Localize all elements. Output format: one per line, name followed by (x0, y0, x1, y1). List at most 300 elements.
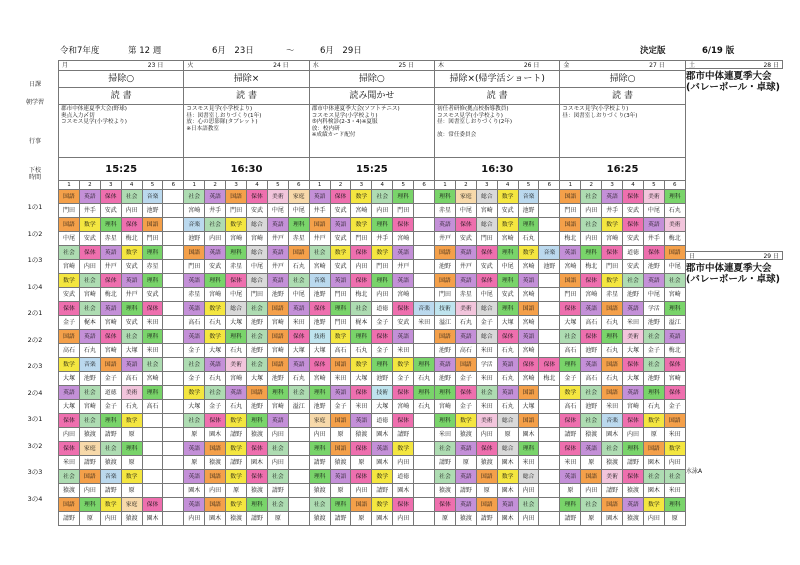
teacher-cell: 宮崎 (581, 288, 602, 302)
subject-cell: 学活 (476, 358, 497, 372)
teacher-cell: 赤星 (184, 288, 205, 302)
subject-cell: 理科 (372, 274, 393, 288)
teacher-cell: 原 (121, 428, 142, 442)
teacher-cell: 大塚 (121, 344, 142, 358)
teacher-cell: 池野 (267, 288, 288, 302)
subject-cell: 理科 (560, 358, 581, 372)
subject-cell: 理科 (414, 358, 435, 372)
subject-cell: 国語 (247, 386, 268, 400)
period-number: 2 (581, 181, 602, 190)
subject-cell: 保体 (226, 274, 247, 288)
dismissal-time: 16:30 (184, 158, 309, 181)
teacher-cell: 猿渡 (455, 512, 476, 526)
teacher-cell (414, 456, 435, 470)
teacher-cell: 園木 (184, 484, 205, 498)
teacher-cell: 請野 (455, 484, 476, 498)
teacher-cell: 原 (121, 456, 142, 470)
teacher-cell: 内田 (267, 428, 288, 442)
teacher-cell: 園木 (602, 512, 623, 526)
subject-cell: 国語 (581, 470, 602, 484)
subject-cell: 保体 (393, 386, 414, 400)
teacher-cell: 宮崎 (247, 232, 268, 246)
teacher-cell: 請野 (247, 512, 268, 526)
day-label: 木 (438, 61, 445, 69)
subject-cell: 英語 (267, 414, 288, 428)
teacher-cell (414, 428, 435, 442)
subject-cell (163, 246, 184, 260)
teacher-cell: 米田 (560, 456, 581, 470)
teacher-cell: 園木 (497, 484, 518, 498)
event-line: 放：心の思影隊(タブレット) (186, 119, 258, 126)
teacher-cell: 宮崎 (664, 288, 685, 302)
teacher-cell: 大塚 (288, 344, 309, 358)
teacher-cell: 米田 (623, 316, 644, 330)
teacher-cell: 梅北 (539, 372, 560, 386)
period-number: 6 (414, 181, 435, 190)
subject-cell: 数学 (602, 274, 623, 288)
subject-cell: 保体 (643, 246, 664, 260)
teacher-cell: 大塚 (59, 400, 80, 414)
teacher-cell: 井戸 (267, 260, 288, 274)
teacher-cell: 宮崎 (267, 400, 288, 414)
subject-cell: 理科 (309, 470, 330, 484)
subject-cell: 数学 (518, 246, 539, 260)
subject-cell: 保体 (100, 330, 121, 344)
day-date: 25 日 (398, 61, 415, 69)
sunday-header (685, 251, 783, 260)
subject-cell: 理科 (623, 442, 644, 456)
subject-cell: 社会 (184, 190, 205, 204)
subject-cell: 数学 (226, 218, 247, 232)
teacher-cell: 原 (664, 512, 685, 526)
subject-cell: 保体 (393, 414, 414, 428)
teacher-cell: 内田 (79, 260, 100, 274)
subject-cell: 社会 (351, 302, 372, 316)
period-number: 3 (100, 181, 121, 190)
teacher-cell: 米田 (142, 316, 163, 330)
event-line: コスモス見学(小学校より) (61, 119, 127, 126)
subject-cell: 英語 (184, 274, 205, 288)
teacher-cell: 請野 (602, 484, 623, 498)
subject-cell: 理科 (560, 498, 581, 512)
teacher-cell: 請野 (623, 456, 644, 470)
subject-cell: 理科 (393, 190, 414, 204)
teacher-cell: 請野 (476, 512, 497, 526)
teacher-cell: 猿渡 (100, 456, 121, 470)
teacher-cell: 園木 (602, 428, 623, 442)
teacher-cell: 安武 (497, 288, 518, 302)
teacher-cell: 池野 (643, 372, 664, 386)
teacher-cell: 池野 (372, 372, 393, 386)
teacher-cell: 門田 (330, 316, 351, 330)
teacher-cell: 宮崎 (497, 232, 518, 246)
teacher-cell: 猿渡 (330, 456, 351, 470)
subject-cell: 英語 (643, 274, 664, 288)
teacher-cell (163, 372, 184, 386)
subject-cell (142, 470, 163, 484)
subject-cell: 英語 (435, 218, 456, 232)
teacher-cell: 中尾 (288, 288, 309, 302)
teacher-cell: 宮崎 (142, 372, 163, 386)
class-name: 3の2 (27, 441, 43, 450)
teacher-cell: 金子 (664, 400, 685, 414)
teacher-cell (539, 484, 560, 498)
subject-cell: 社会 (476, 386, 497, 400)
teacher-cell (414, 512, 435, 526)
subject-cell: 保体 (623, 414, 644, 428)
teacher-cell: 梅北 (664, 344, 685, 358)
teacher-cell (288, 456, 309, 470)
teacher-cell: 内田 (184, 512, 205, 526)
subject-cell: 英語 (121, 274, 142, 288)
subject-cell: 理科 (497, 274, 518, 288)
teacher-cell: 内田 (393, 456, 414, 470)
subject-cell: 数学 (226, 498, 247, 512)
teacher-cell: 園木 (518, 428, 539, 442)
saturday-date: 28 日 (763, 62, 779, 69)
events-cell (59, 105, 184, 158)
subject-cell: 国語 (351, 498, 372, 512)
teacher-cell: 原 (351, 512, 372, 526)
date-range-end: 6月 29日 (320, 46, 362, 56)
subject-cell: 国語 (602, 386, 623, 400)
subject-cell: 保体 (623, 470, 644, 484)
teacher-cell: 大塚 (309, 344, 330, 358)
subject-cell: 保体 (393, 302, 414, 316)
teacher-cell: 請野 (100, 484, 121, 498)
subject-cell: 家庭 (79, 442, 100, 456)
subject-cell: 理科 (226, 330, 247, 344)
teacher-cell: 安武 (121, 260, 142, 274)
period-number: 6 (163, 181, 184, 190)
teacher-cell: 内田 (205, 484, 226, 498)
subject-cell: 保体 (518, 358, 539, 372)
class-name: 2の4 (27, 388, 43, 397)
subject-cell: 国語 (309, 218, 330, 232)
teacher-cell: 門田 (435, 288, 456, 302)
teacher-cell: 内田 (372, 204, 393, 218)
subject-cell: 国語 (59, 218, 80, 232)
class-name: 1の1 (27, 203, 43, 211)
subject-cell: 国語 (643, 442, 664, 456)
teacher-cell: 安武 (455, 232, 476, 246)
subject-cell (163, 414, 184, 428)
teacher-cell: 園木 (372, 428, 393, 442)
subject-cell: 保体 (59, 414, 80, 428)
period-number: 4 (247, 181, 268, 190)
teacher-cell (288, 512, 309, 526)
teacher-cell: 石丸 (351, 344, 372, 358)
subject-cell: 保体 (247, 470, 268, 484)
subject-cell: 数学 (184, 386, 205, 400)
timetable (58, 60, 686, 526)
teacher-cell: 赤星 (226, 260, 247, 274)
subject-cell: 英語 (100, 302, 121, 316)
teacher-cell: 高石 (455, 344, 476, 358)
period-number: 3 (476, 181, 497, 190)
subject-cell: 理科 (372, 358, 393, 372)
teacher-cell: 請野 (59, 512, 80, 526)
subject-cell: 音楽 (309, 274, 330, 288)
subject-cell: 社会 (184, 414, 205, 428)
teacher-cell: 赤星 (455, 288, 476, 302)
subject-cell (539, 330, 560, 344)
teacher-cell: 宮崎 (518, 260, 539, 274)
teacher-cell: 安武 (59, 288, 80, 302)
teacher-cell: 内田 (581, 484, 602, 498)
subject-cell: 国語 (330, 414, 351, 428)
period-number: 6 (539, 181, 560, 190)
subject-cell: 英語 (309, 190, 330, 204)
subject-cell: 数学 (79, 218, 100, 232)
day-date: 27 日 (649, 61, 665, 69)
morning-study-cell: 読 書 (184, 88, 309, 105)
subject-cell: 音楽 (184, 218, 205, 232)
subject-cell: 社会 (581, 190, 602, 204)
teacher-cell: 園木 (205, 428, 226, 442)
teacher-cell: 石丸 (497, 344, 518, 358)
subject-cell: 理科 (121, 302, 142, 316)
subject-cell (539, 190, 560, 204)
teacher-cell: 井戸 (267, 232, 288, 246)
subject-cell: 理科 (664, 498, 685, 512)
teacher-cell: 原 (581, 512, 602, 526)
subject-cell: 国語 (602, 498, 623, 512)
subject-cell: 英語 (455, 442, 476, 456)
teacher-cell (142, 428, 163, 442)
subject-cell: 英語 (184, 498, 205, 512)
teacher-cell: 大塚 (623, 344, 644, 358)
subject-cell: 社会 (59, 246, 80, 260)
subject-cell (539, 414, 560, 428)
subject-cell (539, 470, 560, 484)
subject-cell: 社会 (664, 470, 685, 484)
teacher-cell (163, 232, 184, 246)
teacher-cell: 溢江 (435, 316, 456, 330)
teacher-cell: 梅北 (351, 288, 372, 302)
subject-cell: 保体 (121, 218, 142, 232)
teacher-cell: 池野 (539, 260, 560, 274)
subject-cell: 社会 (79, 414, 100, 428)
teacher-cell: 猿渡 (351, 428, 372, 442)
teacher-cell: 池野 (435, 260, 456, 274)
teacher-cell: 園木 (247, 456, 268, 470)
subject-cell: 保体 (59, 442, 80, 456)
subject-cell: 社会 (59, 470, 80, 484)
teacher-cell: 米田 (351, 400, 372, 414)
teacher-cell: 米田 (476, 372, 497, 386)
subject-cell (142, 442, 163, 456)
teacher-cell: 池野 (142, 204, 163, 218)
subject-cell: 保体 (602, 246, 623, 260)
teacher-cell: 池野 (435, 372, 456, 386)
subject-cell: 社会 (184, 358, 205, 372)
teacher-cell: 内田 (518, 484, 539, 498)
subject-cell: 保体 (59, 302, 80, 316)
subject-cell: 社会 (247, 358, 268, 372)
teacher-cell: 宮崎 (560, 260, 581, 274)
teacher-cell: 安武 (100, 204, 121, 218)
row-label-morning: 朝学習 (25, 99, 44, 106)
teacher-cell: 請野 (560, 512, 581, 526)
subject-cell: 音楽 (142, 190, 163, 204)
teacher-cell: 宮崎 (393, 232, 414, 246)
teacher-cell: 井手 (309, 204, 330, 218)
teacher-cell (539, 400, 560, 414)
subject-cell: 保体 (623, 218, 644, 232)
class-name: 2の1 (27, 309, 43, 317)
teacher-cell: 井戸 (121, 288, 142, 302)
teacher-cell: 米田 (288, 316, 309, 330)
day-header (184, 61, 309, 71)
teacher-cell (539, 204, 560, 218)
subject-cell: 英語 (184, 442, 205, 456)
teacher-cell (163, 204, 184, 218)
subject-cell: 総合 (476, 302, 497, 316)
teacher-cell: 内田 (476, 428, 497, 442)
subject-cell: 理科 (100, 218, 121, 232)
subject-cell: 国語 (330, 442, 351, 456)
teacher-cell (142, 456, 163, 470)
teacher-cell: 宮崎 (184, 204, 205, 218)
event-line: 郡市中体連夏季大会(野球) (61, 106, 127, 112)
teacher-cell: 石丸 (414, 400, 435, 414)
teacher-cell: 内田 (623, 428, 644, 442)
subject-cell: 保体 (142, 302, 163, 316)
teacher-cell: 金子 (560, 372, 581, 386)
subject-cell: 英語 (602, 190, 623, 204)
event-line: コスモス見学(小学校より) (186, 106, 253, 112)
subject-cell: 社会 (267, 470, 288, 484)
teacher-cell: 請野 (226, 428, 247, 442)
subject-cell: 社会 (79, 302, 100, 316)
event-line: 昼：図書室しおりづくり(1年) (186, 112, 262, 119)
subject-cell: 保体 (623, 358, 644, 372)
teacher-cell: 原 (455, 456, 476, 470)
day-date: 26 日 (523, 61, 540, 69)
subject-cell: 保体 (476, 246, 497, 260)
event-line: 奥点入力〆切 (61, 112, 95, 119)
subject-cell: 理科 (351, 330, 372, 344)
subject-cell: 国語 (560, 218, 581, 232)
teacher-cell: 金子 (476, 316, 497, 330)
subject-cell: 音楽 (539, 246, 560, 260)
subject-cell: 美術 (602, 470, 623, 484)
teacher-cell: 宮崎 (518, 316, 539, 330)
subject-cell (163, 274, 184, 288)
subject-cell (142, 414, 163, 428)
subject-cell: 保体 (664, 386, 685, 400)
teacher-cell: 赤星 (100, 232, 121, 246)
teacher-cell: 池野 (581, 344, 602, 358)
teacher-cell: 門田 (247, 288, 268, 302)
teacher-cell: 安武 (393, 316, 414, 330)
teacher-cell: 米田 (330, 372, 351, 386)
teacher-cell: 宮崎 (267, 344, 288, 358)
teacher-cell: 高石 (560, 344, 581, 358)
status-label: 決定版 (640, 46, 666, 56)
subject-cell (539, 442, 560, 456)
subject-cell: 数学 (643, 498, 664, 512)
subject-cell: 理科 (309, 442, 330, 456)
subject-cell: 英語 (643, 218, 664, 232)
teacher-cell: 請野 (435, 456, 456, 470)
teacher-cell: 請野 (267, 484, 288, 498)
subject-cell: 英語 (497, 358, 518, 372)
subject-cell: 社会 (643, 358, 664, 372)
teacher-cell: 宮崎 (602, 232, 623, 246)
subject-cell: 保体 (497, 330, 518, 344)
teacher-cell: 請野 (372, 484, 393, 498)
teacher-cell: 金子 (330, 400, 351, 414)
row-label-dismiss: 下校 時間 (28, 167, 41, 181)
subject-cell: 社会 (664, 274, 685, 288)
teacher-cell: 米田 (602, 400, 623, 414)
teacher-cell: 原 (330, 484, 351, 498)
subject-cell: 数学 (226, 470, 247, 484)
events-cell (184, 105, 309, 158)
subject-cell (163, 442, 184, 456)
subject-cell: 数学 (351, 190, 372, 204)
subject-cell: 美術 (267, 190, 288, 204)
teacher-cell: 内田 (59, 428, 80, 442)
subject-cell: 美術 (643, 190, 664, 204)
day-header (59, 61, 184, 71)
subject-cell: 技術 (435, 302, 456, 316)
subject-cell: 美術 (623, 330, 644, 344)
teacher-cell: 井手 (643, 232, 664, 246)
teacher-cell: 井戸 (435, 232, 456, 246)
subject-cell: 英語 (581, 442, 602, 456)
teacher-cell: 高石 (581, 316, 602, 330)
subject-cell: 保体 (351, 442, 372, 456)
teacher-cell: 内田 (664, 456, 685, 470)
teacher-cell: 安武 (205, 260, 226, 274)
subject-cell: 総合 (497, 414, 518, 428)
subject-cell: 理科 (435, 386, 456, 400)
subject-cell: 理科 (205, 274, 226, 288)
teacher-cell: 金子 (184, 344, 205, 358)
subject-cell: 音楽 (414, 302, 435, 316)
teacher-cell (163, 512, 184, 526)
teacher-cell: 園木 (643, 456, 664, 470)
subject-cell: 社会 (205, 386, 226, 400)
subject-cell: 英語 (455, 246, 476, 260)
subject-cell: 技術 (372, 386, 393, 400)
teacher-cell: 米田 (664, 484, 685, 498)
teacher-cell: 井戸 (393, 260, 414, 274)
teacher-cell: 池野 (643, 316, 664, 330)
subject-cell: 英語 (455, 470, 476, 484)
teacher-cell: 宮崎 (393, 288, 414, 302)
teacher-cell: 請野 (393, 428, 414, 442)
event-line: 放：校内研 (311, 125, 340, 132)
teacher-cell: 石丸 (205, 316, 226, 330)
subject-cell: 理科 (100, 414, 121, 428)
subject-cell: 国語 (435, 246, 456, 260)
morning-study-cell: 読み聞かせ (309, 88, 434, 105)
teacher-cell: 内田 (267, 456, 288, 470)
subject-cell: 社会 (643, 330, 664, 344)
subject-cell: 美術 (226, 358, 247, 372)
subject-cell: 家庭 (309, 414, 330, 428)
subject-cell: 英語 (288, 358, 309, 372)
teacher-cell: 大塚 (59, 372, 80, 386)
subject-cell: 保体 (309, 358, 330, 372)
week-number: 第 12 週 (128, 46, 162, 56)
subject-cell (414, 470, 435, 484)
subject-cell: 理科 (581, 246, 602, 260)
